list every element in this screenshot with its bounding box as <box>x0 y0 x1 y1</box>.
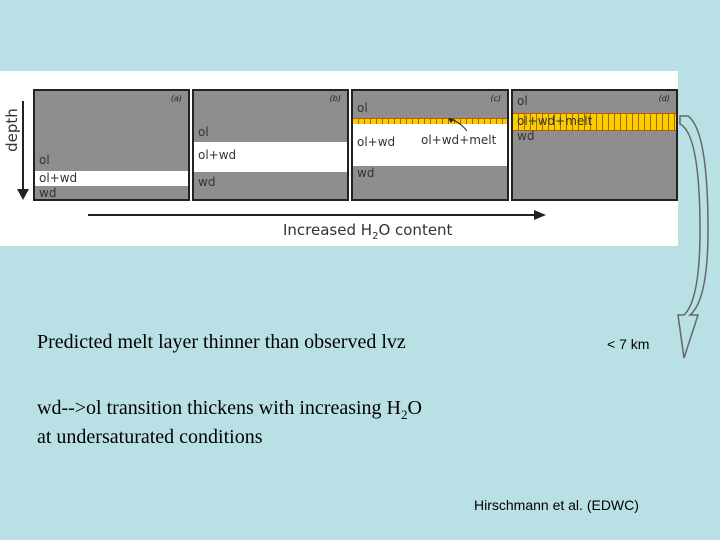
panel-c-olwd-label: ol+wd <box>357 135 396 149</box>
transition-suffix: O <box>407 397 422 419</box>
panel-d-ol-label: ol <box>517 94 528 108</box>
panel-c-melt-label: ol+wd+melt <box>421 133 497 147</box>
transition-sub: 2 <box>400 407 408 422</box>
panel-d-melt-label: ol+wd+melt <box>517 114 593 128</box>
h2o-axis-suffix: O content <box>378 221 453 239</box>
panel-tag-c: (c) <box>490 94 501 103</box>
panel-tag-d: (d) <box>658 94 670 103</box>
melt-pointer-arrow <box>445 117 475 135</box>
h2o-axis-label <box>283 221 452 242</box>
melt-layer-statement: Predicted melt layer thinner than observed lvz <box>37 331 406 353</box>
panel-a-ol-label: ol <box>39 153 50 167</box>
panel-tag-a: (a) <box>170 94 182 103</box>
panel-a-olwd-label: ol+wd <box>39 171 78 185</box>
curved-arrow <box>670 110 716 365</box>
depth-label-text: depth <box>3 108 21 152</box>
panel-c-wd-label: wd <box>357 166 375 180</box>
panel-d <box>511 89 678 201</box>
transition-statement <box>37 397 422 423</box>
panel-b-ol-label: ol <box>198 125 209 139</box>
thickness-note: < 7 km <box>607 336 650 352</box>
transition-prefix: wd-->ol transition thickens with increasing H <box>37 397 401 419</box>
citation: Hirschmann et al. (EDWC) <box>474 497 639 513</box>
panel-c <box>351 89 509 201</box>
depth-arrow <box>16 101 30 201</box>
panel-b-wd-label: wd <box>198 175 216 189</box>
panel-d-wd-label: wd <box>517 129 535 143</box>
h2o-axis-sub: 2 <box>372 231 379 242</box>
panel-b-olwd-label: ol+wd <box>198 148 237 162</box>
panel-a <box>33 89 190 201</box>
panel-b <box>192 89 349 201</box>
phase-diagram-figure <box>0 71 678 246</box>
panel-c-ol-label: ol <box>357 101 368 115</box>
h2o-axis-prefix: Increased H <box>283 221 373 239</box>
conditions-statement: at undersaturated conditions <box>37 426 263 448</box>
panel-a-wd-label: wd <box>39 186 57 200</box>
panel-tag-b: (b) <box>329 94 341 103</box>
h2o-axis-arrow <box>88 209 548 221</box>
